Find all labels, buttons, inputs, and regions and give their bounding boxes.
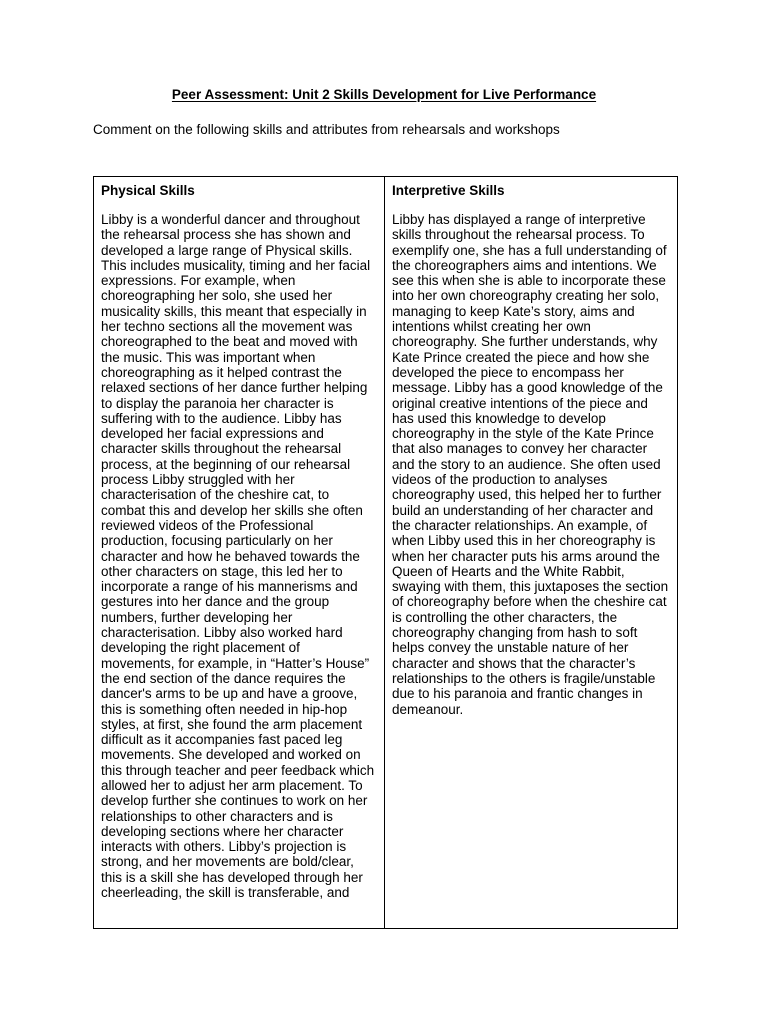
interpretive-skills-cell [385, 177, 678, 929]
interpretive-skills-text: Libby has displayed a range of interpretive skills throughout the rehearsal process. To exemplify one, she has a full understanding of the choreographers aims and intentions. We see this when she is able to incorporate these into her own choreography creating her solo, managing to keep Kate’s story, aims and intentions whilst creating her own choreography. She further understands, why Kate Prince created the piece and how she developed the piece to encompass her message. Libby has a good knowledge of the original creative intentions of the piece and has used this knowledge to develop choreography in the style of the Kate Prince that also manages to convey her character and the story to an audience. She often used videos of the production to analyses choreography used, this helped her to further build an understanding of her character and the character relationships. An example, of when Libby used this in her choreography is when her character puts his arms around the Queen of Hearts and the White Rabbit, swaying with them, this juxtaposes the section of choreography before when the cheshire cat is controlling the other characters, the choreography changing from hash to soft helps convey the unstable nature of her character and shows that the character’s relationships to the others is fragile/unstable due to his paranoia and frantic changes in demeanour. [392, 212, 669, 717]
interpretive-skills-heading: Interpretive Skills [392, 183, 505, 198]
physical-skills-heading: Physical Skills [101, 183, 195, 198]
physical-skills-cell [94, 177, 385, 929]
document-title: Peer Assessment: Unit 2 Skills Development for Live Performance [171, 87, 597, 102]
physical-skills-text: Libby is a wonderful dancer and throughout the rehearsal process she has shown and developed a large range of Physical skills. This includes musicality, timing and her facial expressions. For example, when choreographing her solo, she used her musicality skills, this meant that especially in her techno sections all the movement was choreographed to the beat and moved with the music. This was important when choreographing as it helped contrast the relaxed sections of her dance further helping to display the paranoia her character is suffering with to the audience. Libby has developed her facial expressions and character skills throughout the rehearsal process, at the beginning of our rehearsal process Libby struggled with her characterisation of the cheshire cat, to combat this and develop her skills she often reviewed videos of the Professional production, focusing particularly on her character and how he behaved towards the other characters on stage, this led her to incorporate a range of his mannerisms and gestures into her dance and the group numbers, further developing her characterisation. Libby also worked hard developing the right placement of movements, for example, in “Hatter’s House” the end section of the dance requires the dancer's arms to be up and have a groove, this is something often needed in hip-hop styles, at first, she found the arm placement difficult as it accompanies fast paced leg movements. She developed and worked on this through teacher and peer feedback which allowed her to adjust her arm placement. To develop further she continues to work on her relationships to other characters and is developing sections where her character interacts with others. Libby’s projection is strong, and her movements are bold/clear, this is a skill she has developed through her cheerleading, the skill is transferable, and [101, 212, 375, 901]
skills-table [93, 176, 678, 929]
instruction-text: Comment on the following skills and attributes from rehearsals and workshops [93, 122, 560, 137]
table-row [94, 177, 678, 929]
